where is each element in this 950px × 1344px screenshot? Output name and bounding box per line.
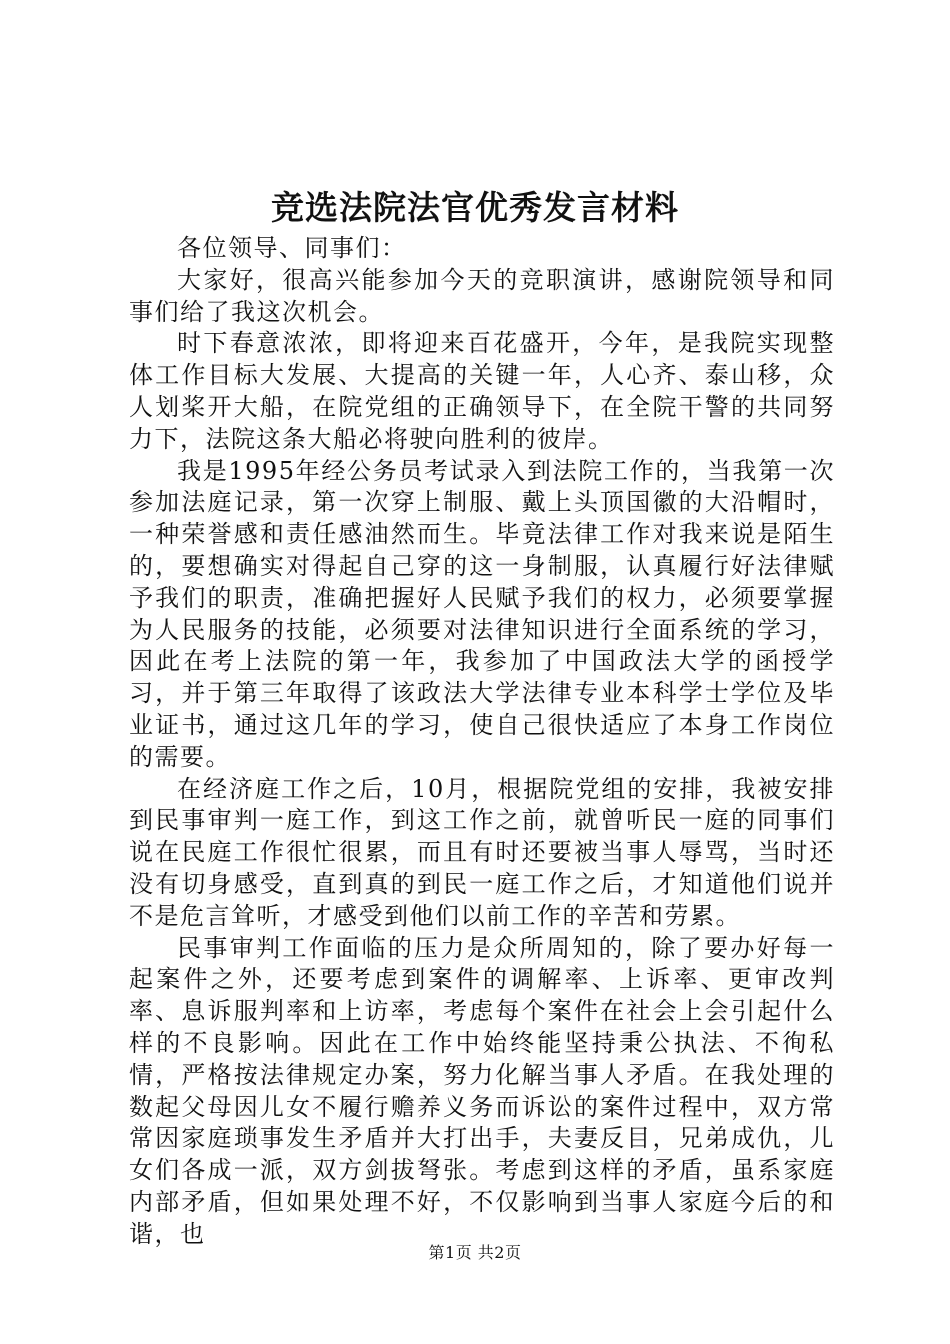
paragraph-pressure: 民事审判工作面临的压力是众所周知的，除了要办好每一起案件之外，还要考虑到案件的调解率、上诉率、更审改判率、息诉服判率和上访率，考虑每个案件在社会上会引起什么样的不良影响。因此在工作中始终能坚持秉公执法、不徇私情，严格按法律规定办案，努力化解当事人矛盾。在我处理的数起父母因儿女不履行赡养义务而诉讼的案件过程中，双方常常因家庭琐事发生矛盾并大打出手，夫妻反目，兄弟成仇，儿女们各成一派，双方剑拔弩张。考虑到这样的矛盾，虽系家庭内部矛盾，但如果处理不好，不仅影响到当事人家庭今后的和谐，也	[129, 933, 835, 1248]
paragraph-civil-court: 在经济庭工作之后，10月，根据院党组的安排，我被安排到民事审判一庭工作，到这工作之前，就曾听民一庭的同事们说在民庭工作很忙很累，而且有时还要被当事人辱骂，当时还没有切身感受，直到真的到民一庭工作之后，才知道他们说并不是危言耸听，才感受到他们以前工作的辛苦和劳累。	[129, 774, 835, 930]
paragraph-background: 我是1995年经公务员考试录入到法院工作的，当我第一次参加法庭记录，第一次穿上制服、戴上头顶国徽的大沿帽时，一种荣誉感和责任感油然而生。毕竟法律工作对我来说是陌生的，要想确实对得起自己穿的这一身制服，认真履行好法律赋予我们的职责，准确把握好人民赋予我们的权力，必须要掌握为人民服务的技能，必须要对法律知识进行全面系统的学习，因此在考上法院的第一年，我参加了中国政法大学的函授学习，并于第三年取得了该政法大学法律专业本科学士学位及毕业证书，通过这几年的学习，使自己很快适应了本身工作岗位的需要。	[129, 456, 835, 771]
paragraph-salutation: 各位领导、同事们：	[177, 234, 407, 262]
paragraph-greeting: 大家好，很高兴能参加今天的竞职演讲，感谢院领导和同事们给了我这次机会。	[129, 265, 835, 326]
paragraph-spring: 时下春意浓浓，即将迎来百花盛开，今年，是我院实现整体工作目标大发展、大提高的关键一年，人心齐、泰山移，众人划桨开大船，在院党组的正确领导下，在全院干警的共同努力下，法院这条大船必将驶向胜利的彼岸。	[129, 329, 835, 453]
document-body	[129, 233, 835, 1251]
page-footer: 第1页 共2页	[428, 1243, 522, 1262]
document-title: 竞选法院法官优秀发言材料	[271, 188, 679, 227]
